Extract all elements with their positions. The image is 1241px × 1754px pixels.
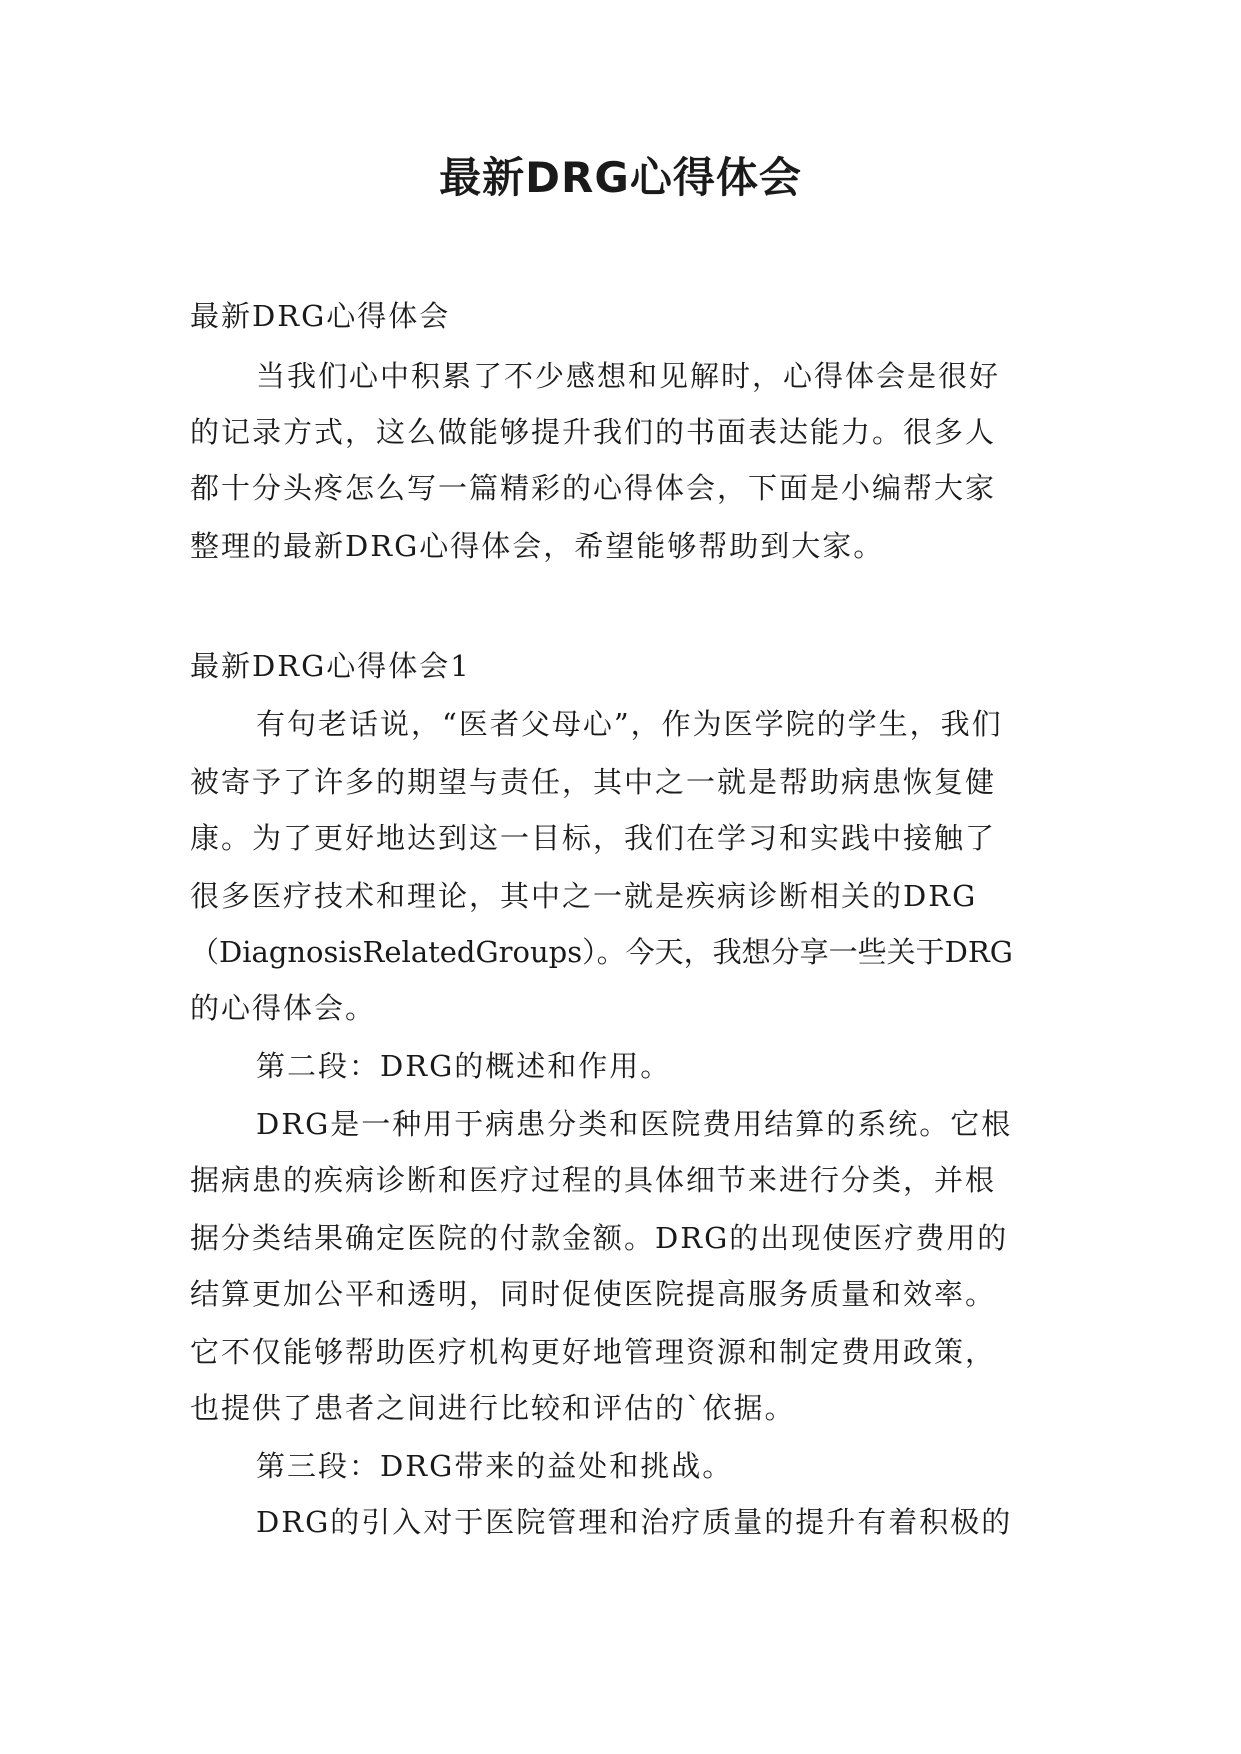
paragraph-line: DRG是一种用于病患分类和医院费用结算的系统。它根 — [256, 1107, 1013, 1141]
paragraph-line: 也提供了患者之间进行比较和评估的`依据。 — [190, 1391, 796, 1425]
paragraph-line: 据分类结果确定医院的付款金额。DRG的出现使医疗费用的 — [190, 1221, 1009, 1255]
document-title: 最新DRG心得体会 — [439, 153, 802, 202]
paragraph-line: （DiagnosisRelatedGroups）。今天，我想分享一些关于DRG — [190, 935, 1013, 969]
paragraph-line: 当我们心中积累了不少感想和见解时，心得体会是很好 — [256, 359, 1001, 393]
paragraph-line: 的记录方式，这么做能够提升我们的书面表达能力。很多人 — [190, 415, 997, 449]
paragraph-line: 整理的最新DRG心得体会，希望能够帮助到大家。 — [190, 529, 885, 563]
paragraph-line: 有句老话说，“医者父母心”，作为医学院的学生，我们 — [256, 707, 1003, 741]
paragraph-line: 的心得体会。 — [190, 991, 377, 1025]
paragraph-line: 结算更加公平和透明，同时促使医院提高服务质量和效率。 — [190, 1277, 997, 1311]
paragraph-line: 被寄予了许多的期望与责任，其中之一就是帮助病患恢复健 — [190, 765, 997, 799]
paragraph-line: 它不仅能够帮助医疗机构更好地管理资源和制定费用政策， — [190, 1335, 997, 1369]
section-heading: 最新DRG心得体会1 — [190, 649, 471, 683]
paragraph-line: 康。为了更好地达到这一目标，我们在学习和实践中接触了 — [190, 821, 997, 855]
paragraph-line: 很多医疗技术和理论，其中之一就是疾病诊断相关的DRG — [190, 879, 978, 913]
paragraph-line: 都十分头疼怎么写一篇精彩的心得体会，下面是小编帮大家 — [190, 471, 997, 505]
section-heading: 最新DRG心得体会 — [190, 299, 451, 333]
paragraph-line: DRG的引入对于医院管理和治疗质量的提升有着积极的 — [256, 1505, 1013, 1539]
paragraph-line: 据病患的疾病诊断和医疗过程的具体细节来进行分类，并根 — [190, 1163, 997, 1197]
paragraph-line: 第二段：DRG的概述和作用。 — [256, 1049, 672, 1083]
paragraph-line: 第三段：DRG带来的益处和挑战。 — [256, 1449, 734, 1483]
